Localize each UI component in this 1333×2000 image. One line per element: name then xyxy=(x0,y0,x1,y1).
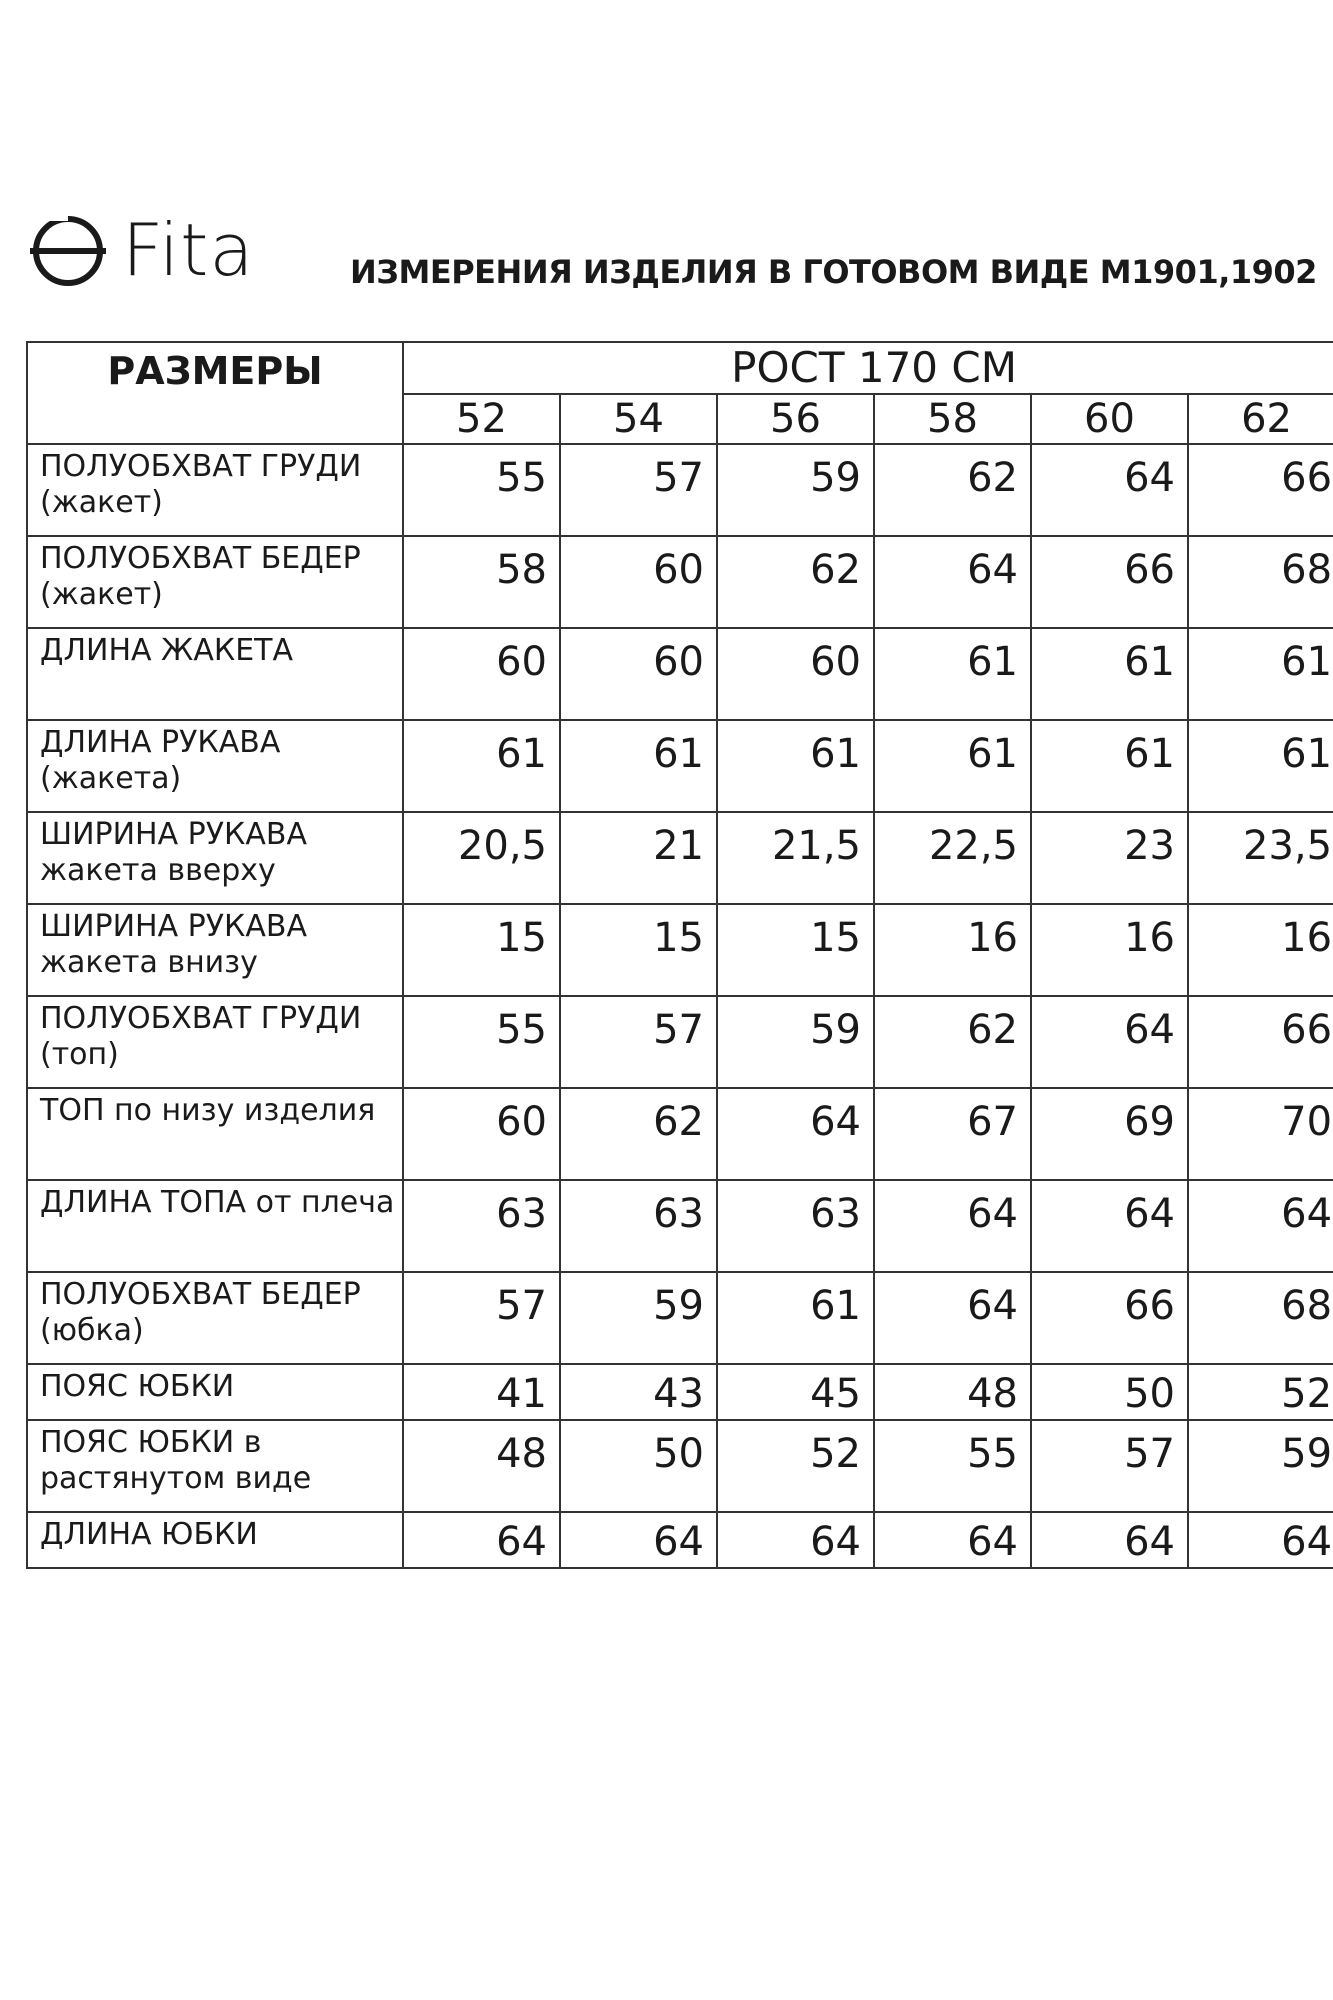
measurement-value: 59 xyxy=(560,1272,717,1364)
measurement-value: 16 xyxy=(874,904,1031,996)
measurement-value: 61 xyxy=(874,720,1031,812)
measurement-value: 66 xyxy=(1188,996,1333,1088)
measurement-value: 59 xyxy=(717,444,874,536)
size-header: 60 xyxy=(1031,394,1188,444)
measurement-value: 64 xyxy=(717,1088,874,1180)
measurement-value: 50 xyxy=(1031,1364,1188,1420)
measurement-value: 61 xyxy=(1031,628,1188,720)
measurement-value: 57 xyxy=(560,444,717,536)
table-row xyxy=(27,1272,1333,1364)
measurement-value: 68 xyxy=(1188,1272,1333,1364)
measurement-value: 52 xyxy=(717,1420,874,1512)
measurement-value: 61 xyxy=(1031,720,1188,812)
measurement-value: 21 xyxy=(560,812,717,904)
measurement-value: 61 xyxy=(560,720,717,812)
measurement-label: ШИРИНА РУКАВА жакета внизу xyxy=(27,904,403,996)
measurement-value: 64 xyxy=(1188,1180,1333,1272)
measurement-value: 61 xyxy=(403,720,560,812)
size-header: 56 xyxy=(717,394,874,444)
measurement-value: 64 xyxy=(1031,1512,1188,1568)
brand-logo xyxy=(28,205,268,295)
table-row xyxy=(27,1364,1333,1420)
measurement-value: 15 xyxy=(717,904,874,996)
measurement-value: 69 xyxy=(1031,1088,1188,1180)
measurement-value: 64 xyxy=(1031,996,1188,1088)
measurement-value: 57 xyxy=(1031,1420,1188,1512)
fita-logo-icon xyxy=(28,211,108,291)
measurement-value: 57 xyxy=(560,996,717,1088)
measurement-value: 66 xyxy=(1188,444,1333,536)
measurement-value: 43 xyxy=(560,1364,717,1420)
table-row xyxy=(27,720,1333,812)
size-header: 62 xyxy=(1188,394,1333,444)
measurement-value: 45 xyxy=(717,1364,874,1420)
height-header: РОСТ 170 СМ xyxy=(403,342,1333,394)
measurement-label: ПОЛУОБХВАТ ГРУДИ (топ) xyxy=(27,996,403,1088)
brand-name: Fita xyxy=(122,208,255,292)
measurement-label: ШИРИНА РУКАВА жакета вверху xyxy=(27,812,403,904)
measurement-value: 61 xyxy=(717,1272,874,1364)
table-row xyxy=(27,1420,1333,1512)
measurement-value: 55 xyxy=(874,1420,1031,1512)
table-row xyxy=(27,1088,1333,1180)
measurement-value: 57 xyxy=(403,1272,560,1364)
measurement-label: ДЛИНА РУКАВА (жакета) xyxy=(27,720,403,812)
measurement-value: 63 xyxy=(403,1180,560,1272)
table-row xyxy=(27,904,1333,996)
measurement-value: 60 xyxy=(560,536,717,628)
measurement-label: ПОЯС ЮБКИ xyxy=(27,1364,403,1420)
measurement-value: 62 xyxy=(874,444,1031,536)
corner-header: РАЗМЕРЫ xyxy=(27,342,403,444)
table-header-row xyxy=(27,342,1333,394)
measurement-value: 62 xyxy=(874,996,1031,1088)
measurement-value: 22,5 xyxy=(874,812,1031,904)
measurement-value: 64 xyxy=(717,1512,874,1568)
measurement-value: 67 xyxy=(874,1088,1031,1180)
measurement-label: ПОЛУОБХВАТ ГРУДИ (жакет) xyxy=(27,444,403,536)
measurement-label: ДЛИНА ТОПА от плеча xyxy=(27,1180,403,1272)
document-title: ИЗМЕРЕНИЯ ИЗДЕЛИЯ В ГОТОВОМ ВИДЕ М1901,1902 xyxy=(350,253,1317,291)
measurement-value: 41 xyxy=(403,1364,560,1420)
measurement-value: 64 xyxy=(874,1272,1031,1364)
measurement-value: 23 xyxy=(1031,812,1188,904)
measurement-value: 61 xyxy=(717,720,874,812)
measurement-value: 23,5 xyxy=(1188,812,1333,904)
measurement-value: 64 xyxy=(1031,444,1188,536)
measurement-value: 55 xyxy=(403,444,560,536)
measurement-label: ПОЯС ЮБКИ в растянутом виде xyxy=(27,1420,403,1512)
measurement-value: 64 xyxy=(403,1512,560,1568)
size-header: 52 xyxy=(403,394,560,444)
header xyxy=(0,0,1333,340)
measurement-value: 70 xyxy=(1188,1088,1333,1180)
measurement-value: 64 xyxy=(874,1512,1031,1568)
table-row xyxy=(27,628,1333,720)
measurement-value: 60 xyxy=(717,628,874,720)
measurement-value: 59 xyxy=(1188,1420,1333,1512)
measurement-value: 55 xyxy=(403,996,560,1088)
measurement-value: 61 xyxy=(1188,628,1333,720)
measurement-value: 63 xyxy=(717,1180,874,1272)
measurement-value: 68 xyxy=(1188,536,1333,628)
measurement-label: ДЛИНА ЖАКЕТА xyxy=(27,628,403,720)
table-row xyxy=(27,1180,1333,1272)
measurement-value: 64 xyxy=(1031,1180,1188,1272)
measurement-value: 20,5 xyxy=(403,812,560,904)
measurement-value: 61 xyxy=(874,628,1031,720)
measurement-value: 64 xyxy=(1188,1512,1333,1568)
measurement-label: ПОЛУОБХВАТ БЕДЕР (жакет) xyxy=(27,536,403,628)
measurement-value: 52 xyxy=(1188,1364,1333,1420)
measurement-value: 60 xyxy=(403,628,560,720)
measurement-value: 59 xyxy=(717,996,874,1088)
measurement-value: 58 xyxy=(403,536,560,628)
measurement-value: 66 xyxy=(1031,1272,1188,1364)
size-header: 58 xyxy=(874,394,1031,444)
measurement-value: 21,5 xyxy=(717,812,874,904)
measurement-value: 15 xyxy=(560,904,717,996)
measurement-value: 64 xyxy=(560,1512,717,1568)
measurement-value: 62 xyxy=(717,536,874,628)
size-chart-table xyxy=(26,341,1333,1569)
measurement-value: 48 xyxy=(874,1364,1031,1420)
measurement-label: ТОП по низу изделия xyxy=(27,1088,403,1180)
size-header: 54 xyxy=(560,394,717,444)
table-row xyxy=(27,444,1333,536)
measurement-value: 16 xyxy=(1031,904,1188,996)
measurement-label: ДЛИНА ЮБКИ xyxy=(27,1512,403,1568)
measurement-value: 63 xyxy=(560,1180,717,1272)
table-row xyxy=(27,812,1333,904)
measurement-value: 62 xyxy=(560,1088,717,1180)
measurement-value: 66 xyxy=(1031,536,1188,628)
table-row xyxy=(27,1512,1333,1568)
measurement-value: 60 xyxy=(560,628,717,720)
measurement-value: 16 xyxy=(1188,904,1333,996)
measurement-value: 64 xyxy=(874,536,1031,628)
measurement-label: ПОЛУОБХВАТ БЕДЕР (юбка) xyxy=(27,1272,403,1364)
measurement-value: 64 xyxy=(874,1180,1031,1272)
measurement-value: 50 xyxy=(560,1420,717,1512)
measurement-value: 61 xyxy=(1188,720,1333,812)
measurement-value: 60 xyxy=(403,1088,560,1180)
measurement-value: 15 xyxy=(403,904,560,996)
table-row xyxy=(27,536,1333,628)
measurement-value: 48 xyxy=(403,1420,560,1512)
table-row xyxy=(27,996,1333,1088)
